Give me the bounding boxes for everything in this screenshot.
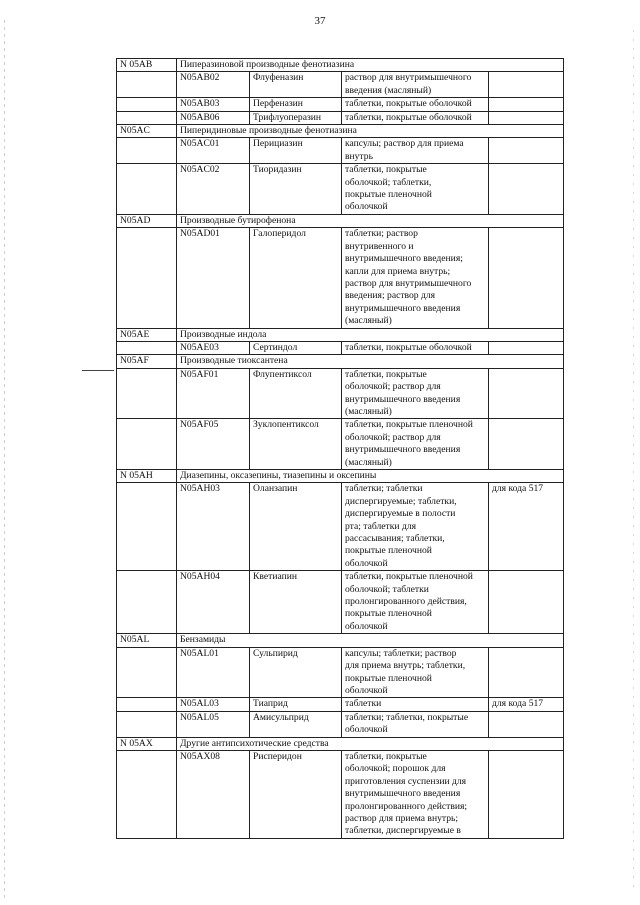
- drug-name: Кветиапин: [250, 571, 342, 634]
- empty-code-cell: [117, 368, 177, 419]
- note-cell: [489, 368, 564, 419]
- note-cell: [489, 111, 564, 124]
- drug-row: [117, 72, 564, 98]
- table-body: [117, 59, 564, 839]
- drug-table: [116, 58, 564, 839]
- note-cell: [489, 647, 564, 698]
- atc-code: N05AX08: [177, 750, 250, 838]
- page-number: 37: [314, 15, 326, 27]
- group-row: [117, 214, 564, 227]
- atc-code: N05AC02: [177, 164, 250, 215]
- note-cell: для кода 517: [489, 483, 564, 571]
- drug-name: Тиаприд: [250, 698, 342, 711]
- dosage-form: таблетки, покрытые оболочкой: [342, 111, 489, 124]
- drug-name: Флупентиксол: [250, 368, 342, 419]
- atc-code: N05AH03: [177, 483, 250, 571]
- empty-code-cell: [117, 72, 177, 98]
- dosage-form: таблетки; таблетки, покрытые оболочкой: [342, 711, 489, 737]
- scan-edge-left: [4, 20, 5, 900]
- drug-row: [117, 647, 564, 698]
- empty-code-cell: [117, 571, 177, 634]
- drug-row: [117, 341, 564, 354]
- drug-name: Сертиндол: [250, 341, 342, 354]
- group-code: N 05AB: [117, 59, 177, 72]
- atc-code: N05AB03: [177, 98, 250, 111]
- group-row: [117, 59, 564, 72]
- note-cell: для кода 517: [489, 698, 564, 711]
- drug-name: Галоперидол: [250, 228, 342, 328]
- drug-name: Рисперидон: [250, 750, 342, 838]
- empty-code-cell: [117, 483, 177, 571]
- empty-code-cell: [117, 98, 177, 111]
- empty-code-cell: [117, 419, 177, 470]
- group-row: [117, 355, 564, 368]
- group-code: N 05AH: [117, 470, 177, 483]
- dosage-form: капсулы; таблетки; раствор для приема внутрь; таблетки, покрытые пленочной оболочкой: [342, 647, 489, 698]
- drug-row: [117, 419, 564, 470]
- group-code: N05AE: [117, 328, 177, 341]
- dosage-form: таблетки, покрытые оболочкой: [342, 98, 489, 111]
- drug-row: [117, 228, 564, 328]
- note-cell: [489, 228, 564, 328]
- drug-row: [117, 483, 564, 571]
- empty-code-cell: [117, 138, 177, 164]
- drug-row: [117, 98, 564, 111]
- drug-name: Тиоридазин: [250, 164, 342, 215]
- dosage-form: таблетки, покрытые оболочкой; таблетки, покрытые пленочной оболочкой: [342, 164, 489, 215]
- empty-code-cell: [117, 111, 177, 124]
- drug-name: Перфеназин: [250, 98, 342, 111]
- group-name: Производные бутирофенона: [177, 214, 564, 227]
- empty-code-cell: [117, 341, 177, 354]
- group-row: [117, 737, 564, 750]
- dosage-form: таблетки, покрытые оболочкой; раствор для внутримышечного введения (масляный): [342, 368, 489, 419]
- drug-name: Флуфеназин: [250, 72, 342, 98]
- group-name: Другие антипсихотические средства: [177, 737, 564, 750]
- drug-name: Сульпирид: [250, 647, 342, 698]
- empty-code-cell: [117, 164, 177, 215]
- empty-code-cell: [117, 228, 177, 328]
- note-cell: [489, 571, 564, 634]
- scan-mark: [82, 370, 114, 371]
- drug-name: Зуклопентиксол: [250, 419, 342, 470]
- group-code: N05AC: [117, 125, 177, 138]
- note-cell: [489, 138, 564, 164]
- group-name: Пиперидиновые производные фенотиазина: [177, 125, 564, 138]
- atc-code: N05AF05: [177, 419, 250, 470]
- atc-code: N05AL01: [177, 647, 250, 698]
- group-row: [117, 328, 564, 341]
- dosage-form: таблетки; раствор внутривенного и внутримышечного введения; капли для приема внутрь; раствор для внутримышечного введения; раствор для внутримышечного введения (масляный): [342, 228, 489, 328]
- drug-row: [117, 138, 564, 164]
- drug-row: [117, 571, 564, 634]
- atc-code: N05AB02: [177, 72, 250, 98]
- group-code: N05AL: [117, 634, 177, 647]
- atc-code: N05AB06: [177, 111, 250, 124]
- dosage-form: капсулы; раствор для приема внутрь: [342, 138, 489, 164]
- group-code: N 05AX: [117, 737, 177, 750]
- group-code: N05AF: [117, 355, 177, 368]
- drug-row: [117, 698, 564, 711]
- group-name: Диазепины, оксазепины, тиазепины и оксепины: [177, 470, 564, 483]
- dosage-form: раствор для внутримышечного введения (масляный): [342, 72, 489, 98]
- dosage-form: таблетки, покрытые оболочкой: [342, 341, 489, 354]
- drug-name: Оланзапин: [250, 483, 342, 571]
- note-cell: [489, 341, 564, 354]
- note-cell: [489, 711, 564, 737]
- group-code: N05AD: [117, 214, 177, 227]
- atc-code: N05AC01: [177, 138, 250, 164]
- atc-code: N05AH04: [177, 571, 250, 634]
- note-cell: [489, 164, 564, 215]
- group-row: [117, 470, 564, 483]
- drug-row: [117, 111, 564, 124]
- empty-code-cell: [117, 647, 177, 698]
- empty-code-cell: [117, 750, 177, 838]
- empty-code-cell: [117, 711, 177, 737]
- group-name: Пиперазиновой производные фенотиазина: [177, 59, 564, 72]
- drug-name: Амисульприд: [250, 711, 342, 737]
- atc-code: N05AF01: [177, 368, 250, 419]
- note-cell: [489, 98, 564, 111]
- dosage-form: таблетки; таблетки диспергируемые; таблетки, диспергируемые в полости рта; таблетки для рассасывания; таблетки, покрытые пленочной оболочкой: [342, 483, 489, 571]
- note-cell: [489, 419, 564, 470]
- atc-code: N05AL03: [177, 698, 250, 711]
- dosage-form: таблетки, покрытые пленочной оболочкой; таблетки пролонгированного действия, покрытые пленочной оболочкой: [342, 571, 489, 634]
- drug-row: [117, 164, 564, 215]
- atc-code: N05AE03: [177, 341, 250, 354]
- group-row: [117, 634, 564, 647]
- group-name: Бензамиды: [177, 634, 564, 647]
- group-row: [117, 125, 564, 138]
- drug-name: Трифлуоперазин: [250, 111, 342, 124]
- note-cell: [489, 72, 564, 98]
- drug-row: [117, 750, 564, 838]
- scan-edge-right: [633, 30, 634, 890]
- group-name: Производные индола: [177, 328, 564, 341]
- drug-row: [117, 711, 564, 737]
- drug-name: Перициазин: [250, 138, 342, 164]
- dosage-form: таблетки: [342, 698, 489, 711]
- group-name: Производные тиоксантена: [177, 355, 564, 368]
- note-cell: [489, 750, 564, 838]
- empty-code-cell: [117, 698, 177, 711]
- atc-code: N05AL05: [177, 711, 250, 737]
- dosage-form: таблетки, покрытые оболочкой; порошок для приготовления суспензии для внутримышечного введения пролонгированного действия; раствор для приема внутрь; таблетки, диспергируемые в: [342, 750, 489, 838]
- drug-row: [117, 368, 564, 419]
- atc-code: N05AD01: [177, 228, 250, 328]
- dosage-form: таблетки, покрытые пленочной оболочкой; раствор для внутримышечного введения (масляный): [342, 419, 489, 470]
